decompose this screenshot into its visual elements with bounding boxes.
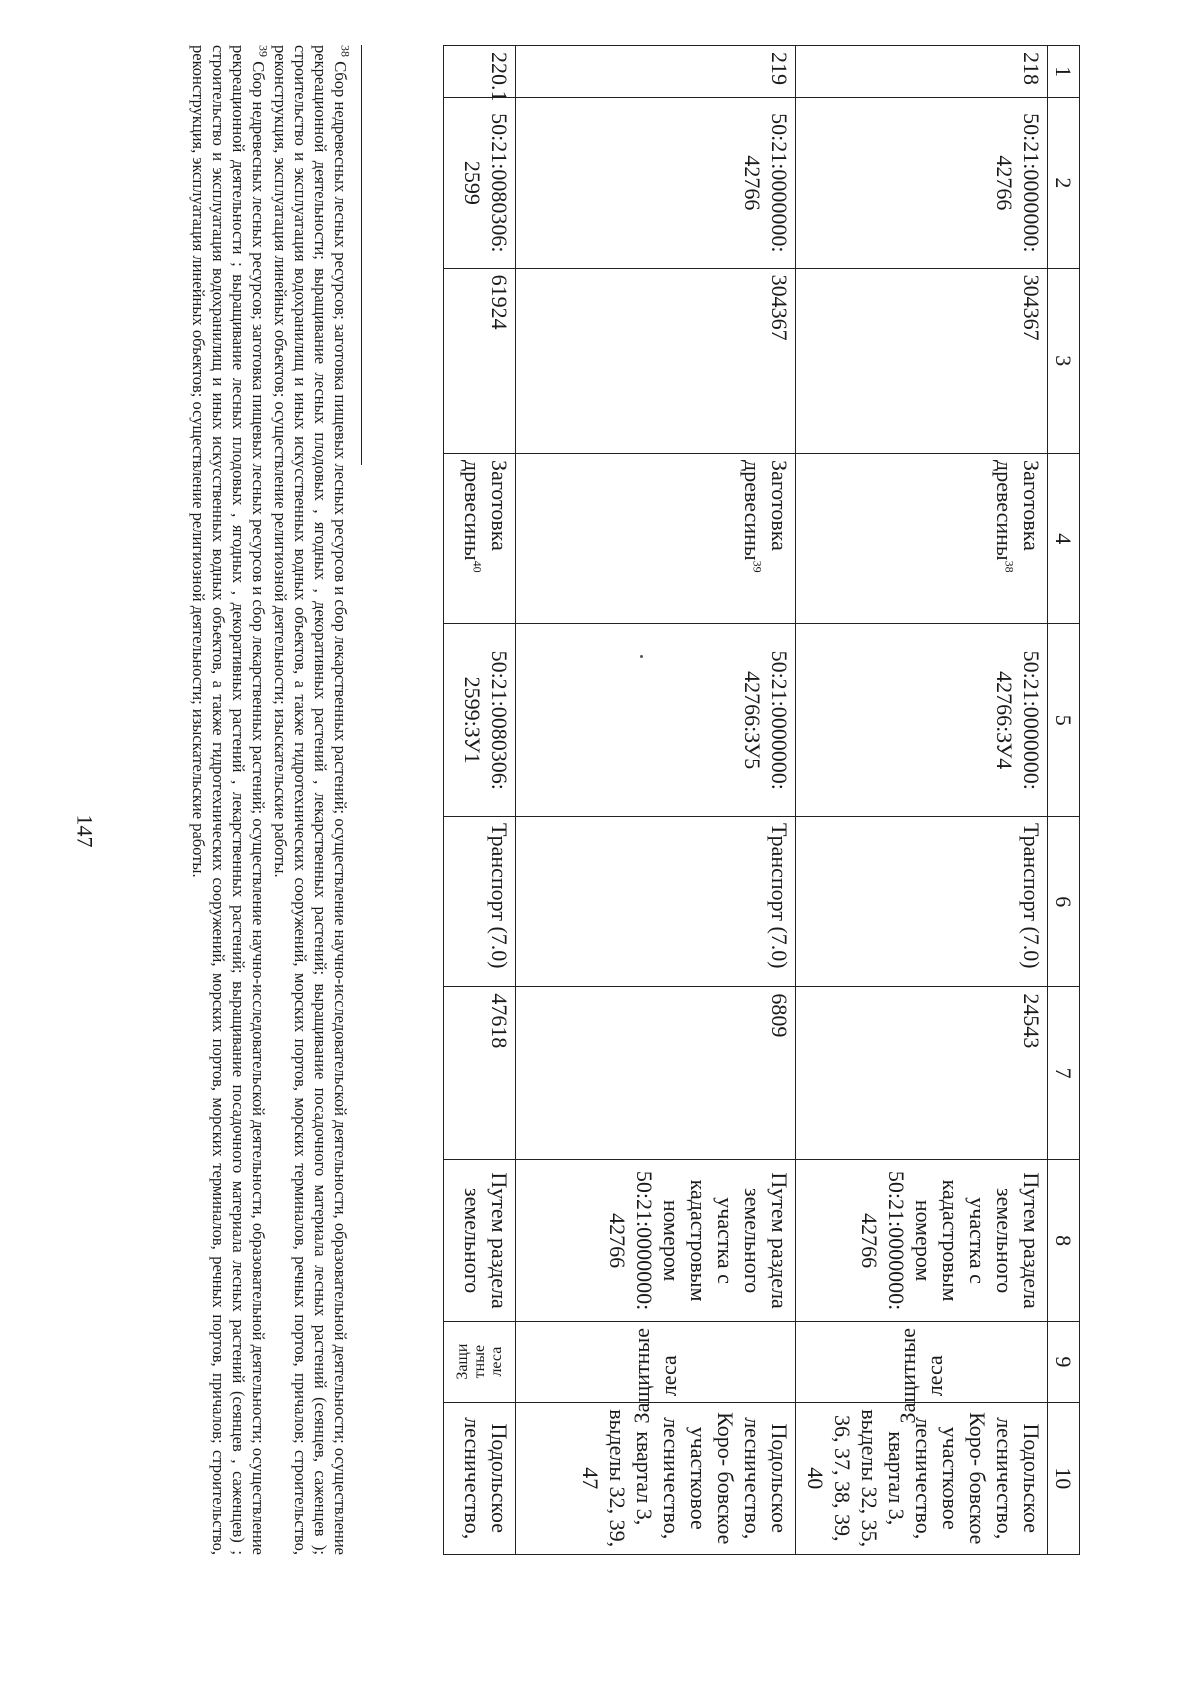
cell-location: Подольское лесничество, Коро- бовское участковое лесничество, квартал 3, выделы 32, 35, 36, 37, 38, 39, 40	[796, 1402, 1048, 1555]
cell-purpose	[516, 454, 796, 624]
cell-forest-category	[516, 1322, 796, 1424]
cell-area: 304367	[796, 268, 1048, 453]
footnote-text: Сбор недревесных лесных ресурсов; заготовка пищевых лесных ресурсов и сбор лекарственных растений; осуществление научно-исследовательской деятельности, образовательной деятельности; осуществление рекреационной деятельности; выращивание лесных плодовых , ягодных , декоративных растений , лекарственных растений; выращивание посадочного материала лесных растений (сеянцев, саженцев ); строительство и эксплуатация водохранилищ и иных искусственных водных объектов, а также гидротехнических сооружений, морских портов, морских терминалов, речных портов, причалов; строительство, реконструкция, эксплуатация линейных объектов; осуществление религиозной деятельности; изыскательские работы.	[271, 45, 350, 1555]
col-header-1: 1	[1048, 46, 1080, 98]
footnote-38	[270, 45, 353, 1555]
table-row	[444, 46, 516, 1555]
cell-method: Путем раздела земельного участка с кадастровым номером 50:21:0000000: 42766	[516, 1159, 796, 1321]
header-row	[1048, 46, 1080, 1555]
col-header-5: 5	[1048, 624, 1080, 817]
cell-purpose	[444, 454, 516, 624]
purpose-text: Заготовка древесины	[740, 460, 792, 561]
col-header-10: 10	[1048, 1402, 1080, 1555]
cell-use-type: Транспорт (7.0)	[516, 816, 796, 986]
footnote-ref: 39	[750, 560, 765, 573]
cell-cadastral-number: 50:21:0000000: 42766	[796, 98, 1048, 268]
col-header-6: 6	[1048, 816, 1080, 986]
cell-method: Путем раздела земельного	[444, 1159, 516, 1321]
cell-area: 61924	[444, 268, 516, 453]
cell-use-type: Транспорт (7.0)	[444, 816, 516, 986]
cell-location: Подольское лесничество,	[444, 1402, 516, 1555]
cell-location: Подольское лесничество, Коро- бовское участковое лесничество, квартал 3, выделы 32, 39, 47	[516, 1402, 796, 1555]
purpose-text: Заготовка древесины	[992, 460, 1044, 561]
cell-number: 219	[516, 46, 796, 98]
footnote-39	[188, 45, 271, 1555]
col-header-8: 8	[1048, 1159, 1080, 1321]
registry-table	[443, 45, 1080, 1555]
footnote-number: 38	[338, 45, 353, 57]
cell-use-type: Транспорт (7.0)	[796, 816, 1048, 986]
page-number: 147	[72, 814, 98, 848]
footnotes	[186, 45, 353, 1555]
forest-category-text: Защитные леса	[895, 1328, 948, 1424]
cell-plot-area: 6809	[516, 987, 796, 1159]
rotated-content	[120, 45, 1080, 1555]
cell-forest-category	[796, 1322, 1048, 1424]
table-row	[516, 46, 796, 1555]
cell-method: Путем раздела земельного участка с кадастровым номером 50:21:0000000: 42766	[796, 1159, 1048, 1321]
footnote-separator	[361, 45, 362, 465]
footnote-ref: 40	[470, 560, 485, 573]
footnote-text: Сбор недревесных лесных ресурсов; заготовка пищевых лесных ресурсов и сбор лекарственных растений; осуществление научно-исследовательской деятельности, образовательной деятельности; осуществление рекреационной деятельности ; выращивание лесных плодовых , ягодных , декоративных растений , лекарственных растений; выращивание посадочного материала лесных растений (сеянцев , саженцев) ; строительство и эксплуатация водохранилищ и иных искусственных водных объектов, а также гидротехнических сооружений, морских портов, морских терминалов, речных портов, причалов; строительство, реконструкция, эксплуатация линейных объектов; осуществление религиозной деятельности; изыскательские работы.	[189, 45, 268, 1555]
purpose-text: Заготовка древесины	[460, 460, 512, 561]
cell-cadastral-number: 50:21:0000000: 42766	[516, 98, 796, 268]
forest-category-text: Защитные леса	[629, 1328, 682, 1424]
cell-cadastral-number: 50:21:0080306: 2599	[444, 98, 516, 268]
col-header-2: 2	[1048, 98, 1080, 268]
forest-category-text: Защи тные леса	[454, 1343, 505, 1380]
cell-plot-area: 24543	[796, 987, 1048, 1159]
cell-number: 218	[796, 46, 1048, 98]
cell-plot-area: 47618	[444, 987, 516, 1159]
cell-purpose	[796, 454, 1048, 624]
footnote-ref: 38	[1002, 560, 1017, 573]
cell-new-plot: 50:21:0080306: 2599:ЗУ1	[444, 624, 516, 817]
cell-area: 304367	[516, 268, 796, 453]
cell-new-plot: 50:21:0000000: 42766:ЗУ4	[796, 624, 1048, 817]
cell-number: 220.1	[444, 46, 516, 98]
col-header-3: 3	[1048, 268, 1080, 453]
col-header-9: 9	[1048, 1322, 1080, 1402]
cell-new-plot: 50:21:0000000: 42766:ЗУ5	[516, 624, 796, 817]
col-header-7: 7	[1048, 987, 1080, 1159]
table-row	[796, 46, 1048, 1555]
cell-forest-category	[444, 1322, 516, 1402]
footnote-number: 39	[256, 45, 271, 57]
col-header-4: 4	[1048, 454, 1080, 624]
